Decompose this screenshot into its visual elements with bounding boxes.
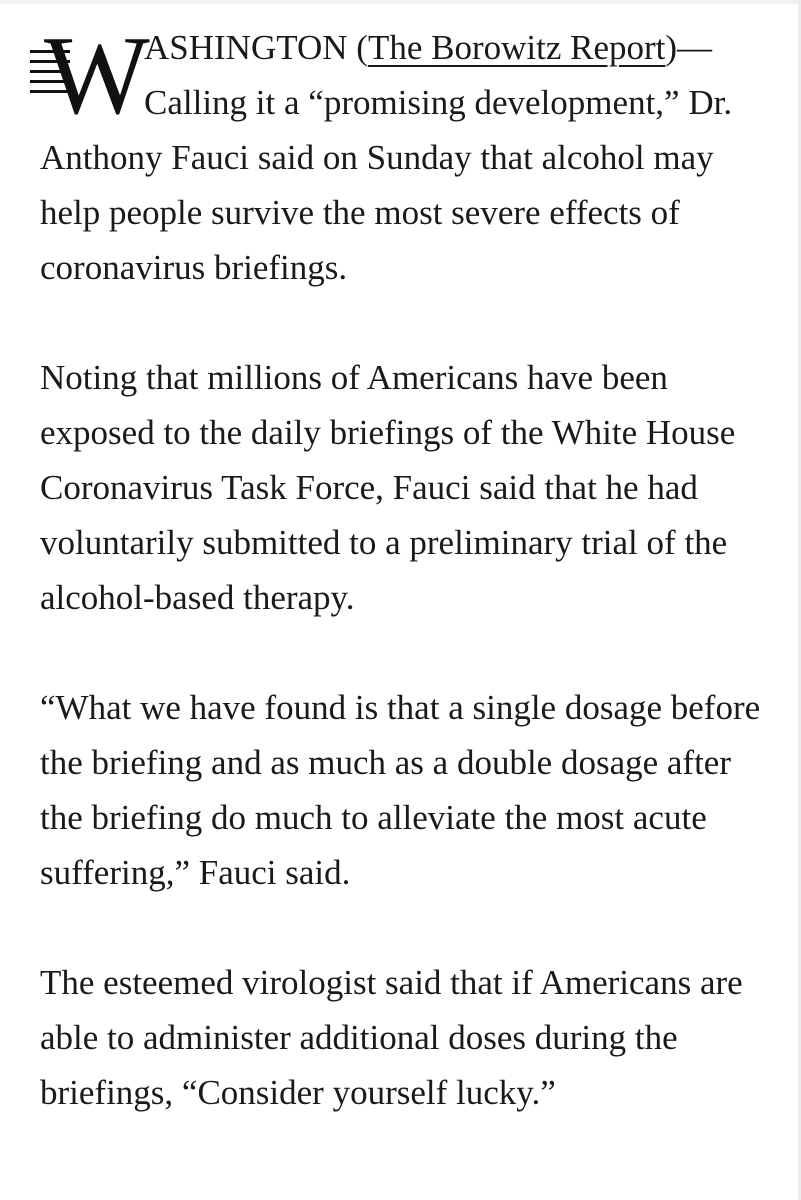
lead-text: ASHINGTON ( xyxy=(144,28,368,67)
paragraph-4: The esteemed virologist said that if Americans are able to administer additional doses during the briefings, “Consider yourself lucky.” xyxy=(40,963,743,1112)
source-link[interactable]: The Borowitz Report xyxy=(367,28,666,67)
paragraph-1 xyxy=(40,14,780,295)
paragraph-1-text: )—Calling it a “promising development,” Dr. Anthony Fauci said on Sunday that alcohol may help people survive the most severe effects of coronavirus briefings. xyxy=(40,28,733,287)
paragraph-2: Noting that millions of Americans have been exposed to the daily briefings of the White House Coronavirus Task Force, Fauci said that he had voluntarily submitted to a preliminary trial of the alcohol-based therapy. xyxy=(40,358,736,617)
article-body xyxy=(40,14,780,1175)
drop-cap xyxy=(30,14,150,138)
paragraph-3: “What we have found is that a single dosage before the briefing and as much as a double dosage after the briefing do much to alleviate the most acute suffering,” Fauci said. xyxy=(40,688,761,892)
top-edge-divider xyxy=(0,0,801,4)
drop-cap-letter: W xyxy=(44,14,150,138)
